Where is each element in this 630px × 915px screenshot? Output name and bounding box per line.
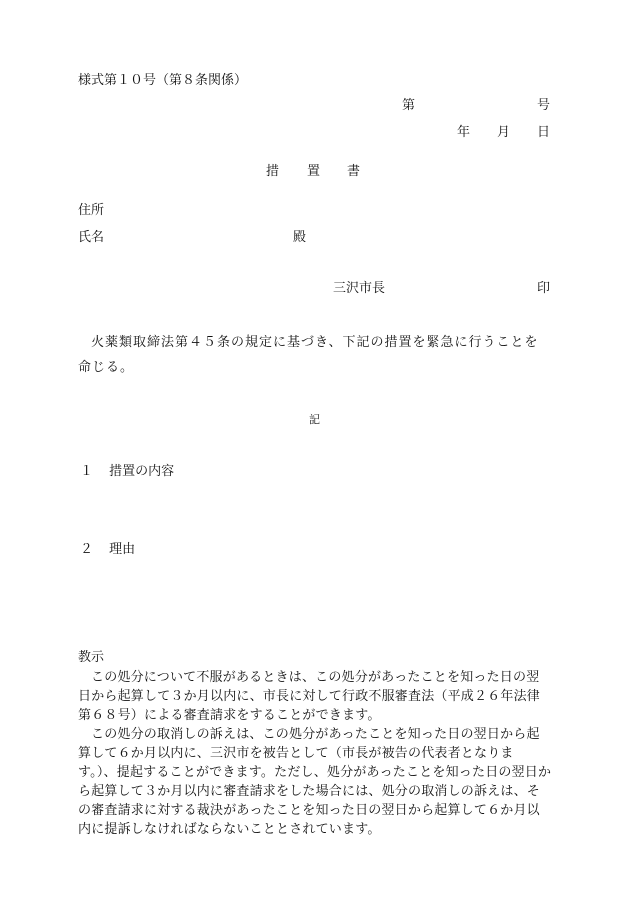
notice-paragraph-1: この処分について不服があるときは、この処分があったことを知った日の翌日から起算して３か月以内に、市長に対して行政不服審査法（平成２６年法律第６８号）による審査請求をすることができます。 [78, 670, 541, 723]
item-2-number: ２ [80, 542, 94, 557]
item-1 [80, 465, 174, 478]
date-month: 月 [497, 125, 511, 140]
doc-title-char-3: 書 [347, 164, 361, 179]
item-1-label: 措置の内容 [109, 464, 175, 479]
form-label: 様式第１０号（第８条関係） [78, 73, 248, 88]
item-1-number: １ [80, 464, 94, 479]
item-2-label: 理由 [109, 542, 136, 557]
seal-mark: 印 [537, 281, 551, 296]
honorific: 殿 [293, 230, 307, 245]
issuer-name: 三沢市長 [333, 281, 386, 296]
date-year: 年 [457, 125, 471, 140]
main-text: 火薬類取締法第４５条の規定に基づき、下記の措置を緊急に行うことを命じる。 [78, 335, 539, 375]
date-day: 日 [537, 125, 551, 140]
address-label: 住所 [78, 203, 105, 218]
doc-number-prefix: 第 [402, 98, 416, 113]
doc-title-char-2: 置 [307, 164, 321, 179]
doc-number-suffix: 号 [537, 98, 551, 113]
ki-label: 記 [309, 413, 320, 426]
name-label: 氏名 [78, 230, 105, 245]
doc-title-char-1: 措 [266, 164, 280, 179]
notice-heading: 教示 [78, 650, 105, 665]
notice-paragraph-2: この処分の取消しの訴えは、この処分があったことを知った日の翌日から起算して６か月以内に、三沢市を被告として（市長が被告の代表者となります。）、提起することができます。ただし、処分があったことを知った日の翌日から起算して３か月以内に審査請求をした場合には、処分の取消しの訴えは、その審査請求に対する裁決があったことを知った日の翌日から起算して６か月以内に提訴しなければならないこととされています。 [78, 727, 552, 837]
item-2 [80, 543, 135, 556]
